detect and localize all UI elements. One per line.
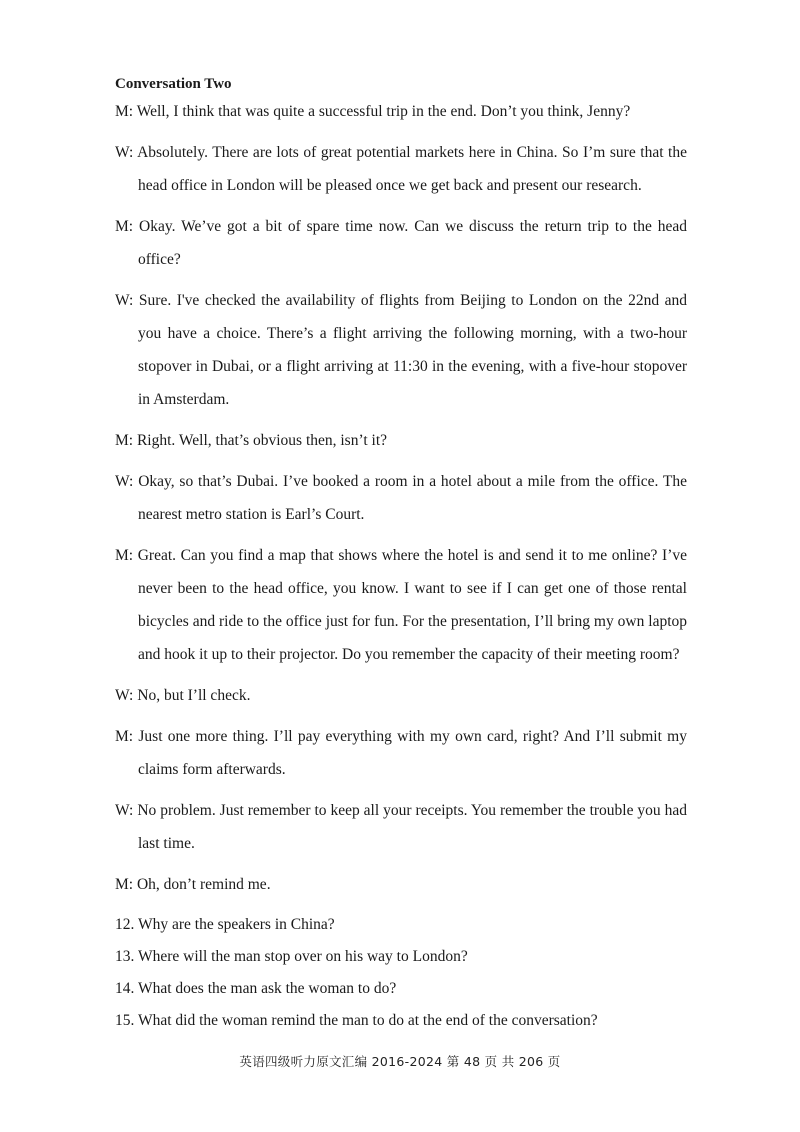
speaker-label: W: xyxy=(115,802,134,819)
dialogue-text: Oh, don’t remind me. xyxy=(136,876,271,893)
speaker-label: M: xyxy=(115,432,134,449)
speaker-label: M: xyxy=(115,103,134,120)
question-12: 12. Why are the speakers in China? xyxy=(115,916,335,933)
speaker-label: M: xyxy=(115,218,134,235)
dialogue-text: No problem. Just remember to keep all your receipts. You remember the trouble you had last time. xyxy=(137,802,687,852)
speaker-label: M: xyxy=(115,728,134,745)
speaker-label: W: xyxy=(115,144,134,161)
dialogue-line-6 xyxy=(115,465,687,531)
question-13: 13. Where will the man stop over on his way to London? xyxy=(115,948,468,965)
speaker-label: W: xyxy=(115,292,134,309)
dialogue-line-7 xyxy=(115,539,687,671)
dialogue xyxy=(115,95,687,901)
document-body xyxy=(115,74,687,1037)
dialogue-line-3 xyxy=(115,210,687,276)
dialogue-text: Absolutely. There are lots of great potential markets here in China. So I’m sure that the head office in London will be pleased once we get back and present our research. xyxy=(137,144,687,194)
dialogue-text: Okay, so that’s Dubai. I’ve booked a room in a hotel about a mile from the office. The nearest metro station is Earl’s Court. xyxy=(138,473,688,523)
dialogue-text: Just one more thing. I’ll pay everything with my own card, right? And I’ll submit my claims form afterwards. xyxy=(138,728,687,778)
dialogue-line-9 xyxy=(115,720,687,786)
speaker-label: W: xyxy=(115,473,134,490)
dialogue-text: Okay. We’ve got a bit of spare time now. Can we discuss the return trip to the head office? xyxy=(138,218,688,268)
question-list xyxy=(115,909,687,1037)
dialogue-line-5 xyxy=(115,424,687,457)
question-15: 15. What did the woman remind the man to do at the end of the conversation? xyxy=(115,1012,598,1029)
dialogue-line-4 xyxy=(115,284,687,416)
speaker-label: M: xyxy=(115,547,134,564)
dialogue-line-8 xyxy=(115,679,687,712)
dialogue-line-10 xyxy=(115,794,687,860)
dialogue-line-2 xyxy=(115,136,687,202)
speaker-label: W: xyxy=(115,687,134,704)
dialogue-text: Well, I think that was quite a successful trip in the end. Don’t you think, Jenny? xyxy=(136,103,631,120)
dialogue-text: Great. Can you find a map that shows where the hotel is and send it to me online? I’ve never been to the head office, you know. I want to see if I can get one of those rental bicycles and ride to the office just for fun. For the presentation, I’ll bring my own laptop and hook it up to their projector. Do you remember the capacity of their meeting room? xyxy=(137,547,688,663)
footer-text: 英语四级听力原文汇编 2016-2024 第 48 页 共 206 页 xyxy=(239,1054,561,1069)
dialogue-text: Right. Well, that’s obvious then, isn’t it? xyxy=(136,432,388,449)
page-footer xyxy=(0,1052,800,1070)
question-14: 14. What does the man ask the woman to do? xyxy=(115,980,397,997)
section-title: Conversation Two xyxy=(115,76,232,92)
dialogue-line-11 xyxy=(115,868,687,901)
dialogue-line-1 xyxy=(115,95,687,128)
speaker-label: M: xyxy=(115,876,134,893)
dialogue-text: No, but I’ll check. xyxy=(137,687,251,704)
dialogue-text: Sure. I've checked the availability of flights from Beijing to London on the 22nd and you have a choice. There’s a flight arriving the following morning, with a two-hour stopover in Dubai, or a flight arriving at 11:30 in the evening, with a five-hour stopover in Amsterdam. xyxy=(138,292,687,408)
